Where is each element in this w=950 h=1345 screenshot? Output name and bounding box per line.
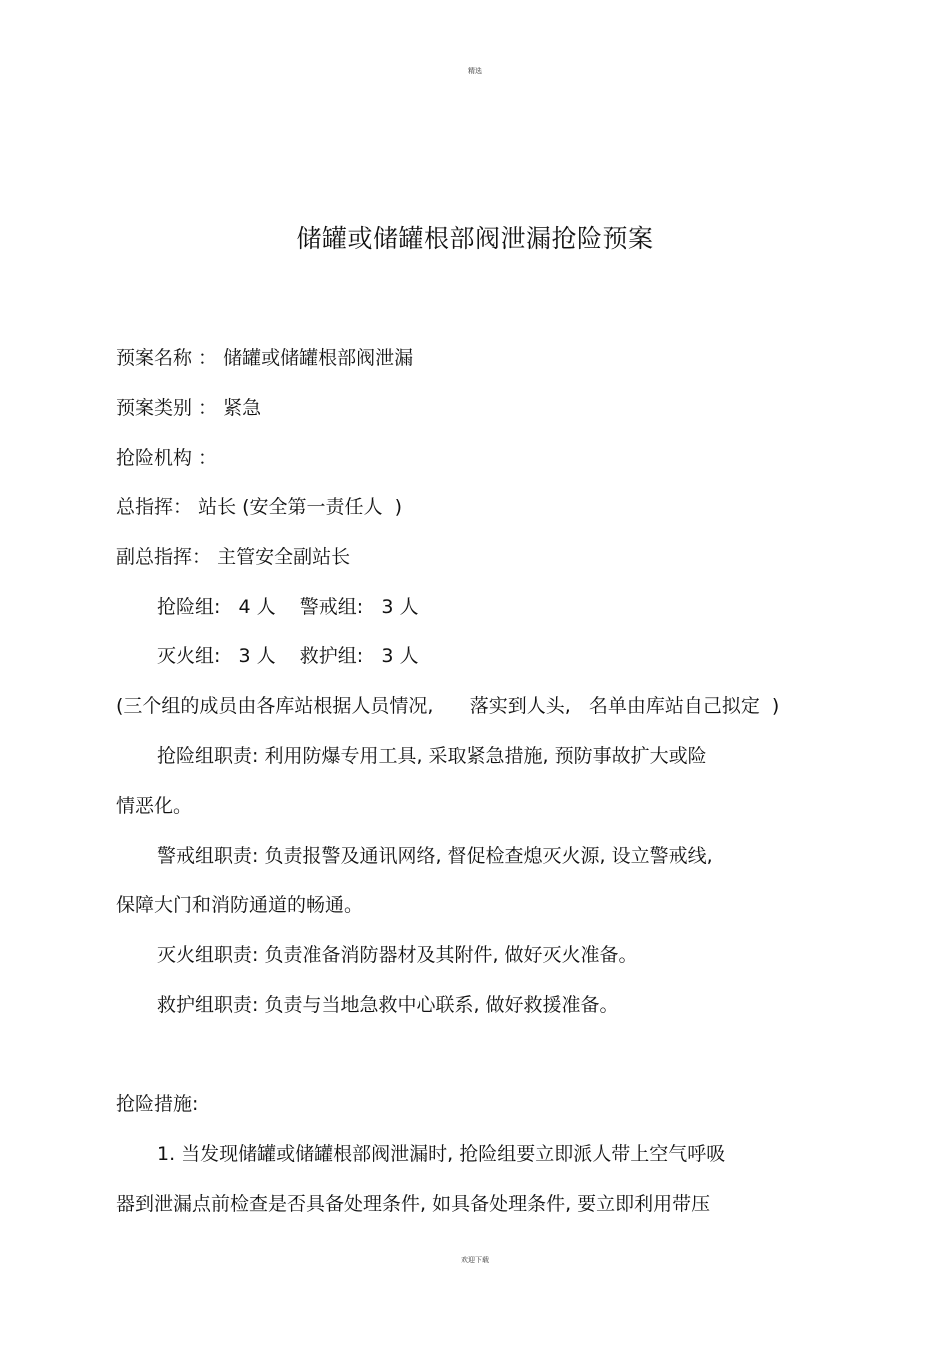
measure-1-line-1: 1. 当发现储罐或储罐根部阀泄漏时, 抢险组要立即派人带上空气呼吸 — [157, 1143, 726, 1165]
plan-name-value: 储罐或储罐根部阀泄漏 — [223, 347, 414, 369]
rescue-org-line — [116, 446, 217, 470]
deputy-commander-value: 主管安全副站长 — [217, 546, 351, 568]
measure-1-line-2: 器到泄漏点前检查是否具备处理条件, 如具备处理条件, 要立即利用带压 — [116, 1193, 711, 1215]
duty-rescue-line-2: 情恶化。 — [116, 795, 193, 817]
plan-type-label: 预案类别 — [116, 397, 193, 419]
duty-rescue-line-1: 抢险组职责: 利用防爆专用工具, 采取紧急措施, 预防事故扩大或险 — [157, 745, 707, 767]
teams-row-2: 灭火组: 3 人 救护组: 3 人 — [157, 645, 419, 667]
deputy-commander-label: 副总指挥 — [116, 546, 193, 568]
rescue-org-label: 抢险机构 — [116, 447, 193, 469]
document-title: 储罐或储罐根部阀泄漏抢险预案 — [296, 223, 654, 253]
commander-sep: ： — [173, 496, 199, 518]
rescue-org-sep: ： — [192, 447, 218, 469]
plan-type-sep: ： — [192, 397, 224, 419]
plan-name-sep: ： — [192, 347, 224, 369]
commander-line — [116, 495, 402, 519]
deputy-commander-line — [116, 545, 350, 569]
header-watermark: 精选 — [468, 67, 482, 75]
team-note: (三个组的成员由各库站根据人员情况, 落实到人头, 名单由库站自己拟定 ) — [116, 695, 780, 717]
teams-row-1: 抢险组: 4 人 警戒组: 3 人 — [157, 596, 419, 618]
duty-guard-line-2: 保障大门和消防通道的畅通。 — [116, 894, 364, 916]
plan-name-label: 预案名称 — [116, 347, 193, 369]
deputy-commander-sep: ： — [192, 546, 218, 568]
commander-value: 站长 (安全第一责任人 ) — [198, 496, 403, 518]
duty-fire-line: 灭火组职责: 负责准备消防器材及其附件, 做好灭火准备。 — [157, 944, 638, 966]
duty-guard-line-1: 警戒组职责: 负责报警及通讯网络, 督促检查熄灭火源, 设立警戒线, — [157, 845, 713, 867]
commander-label: 总指挥 — [116, 496, 174, 518]
duty-aid-line: 救护组职责: 负责与当地急救中心联系, 做好救援准备。 — [157, 994, 619, 1016]
footer-watermark: 欢迎下载 — [461, 1256, 489, 1264]
plan-type-value: 紧急 — [223, 397, 262, 419]
plan-type-line — [116, 396, 261, 420]
measures-heading: 抢险措施: — [116, 1093, 199, 1115]
plan-name-line — [116, 346, 413, 370]
